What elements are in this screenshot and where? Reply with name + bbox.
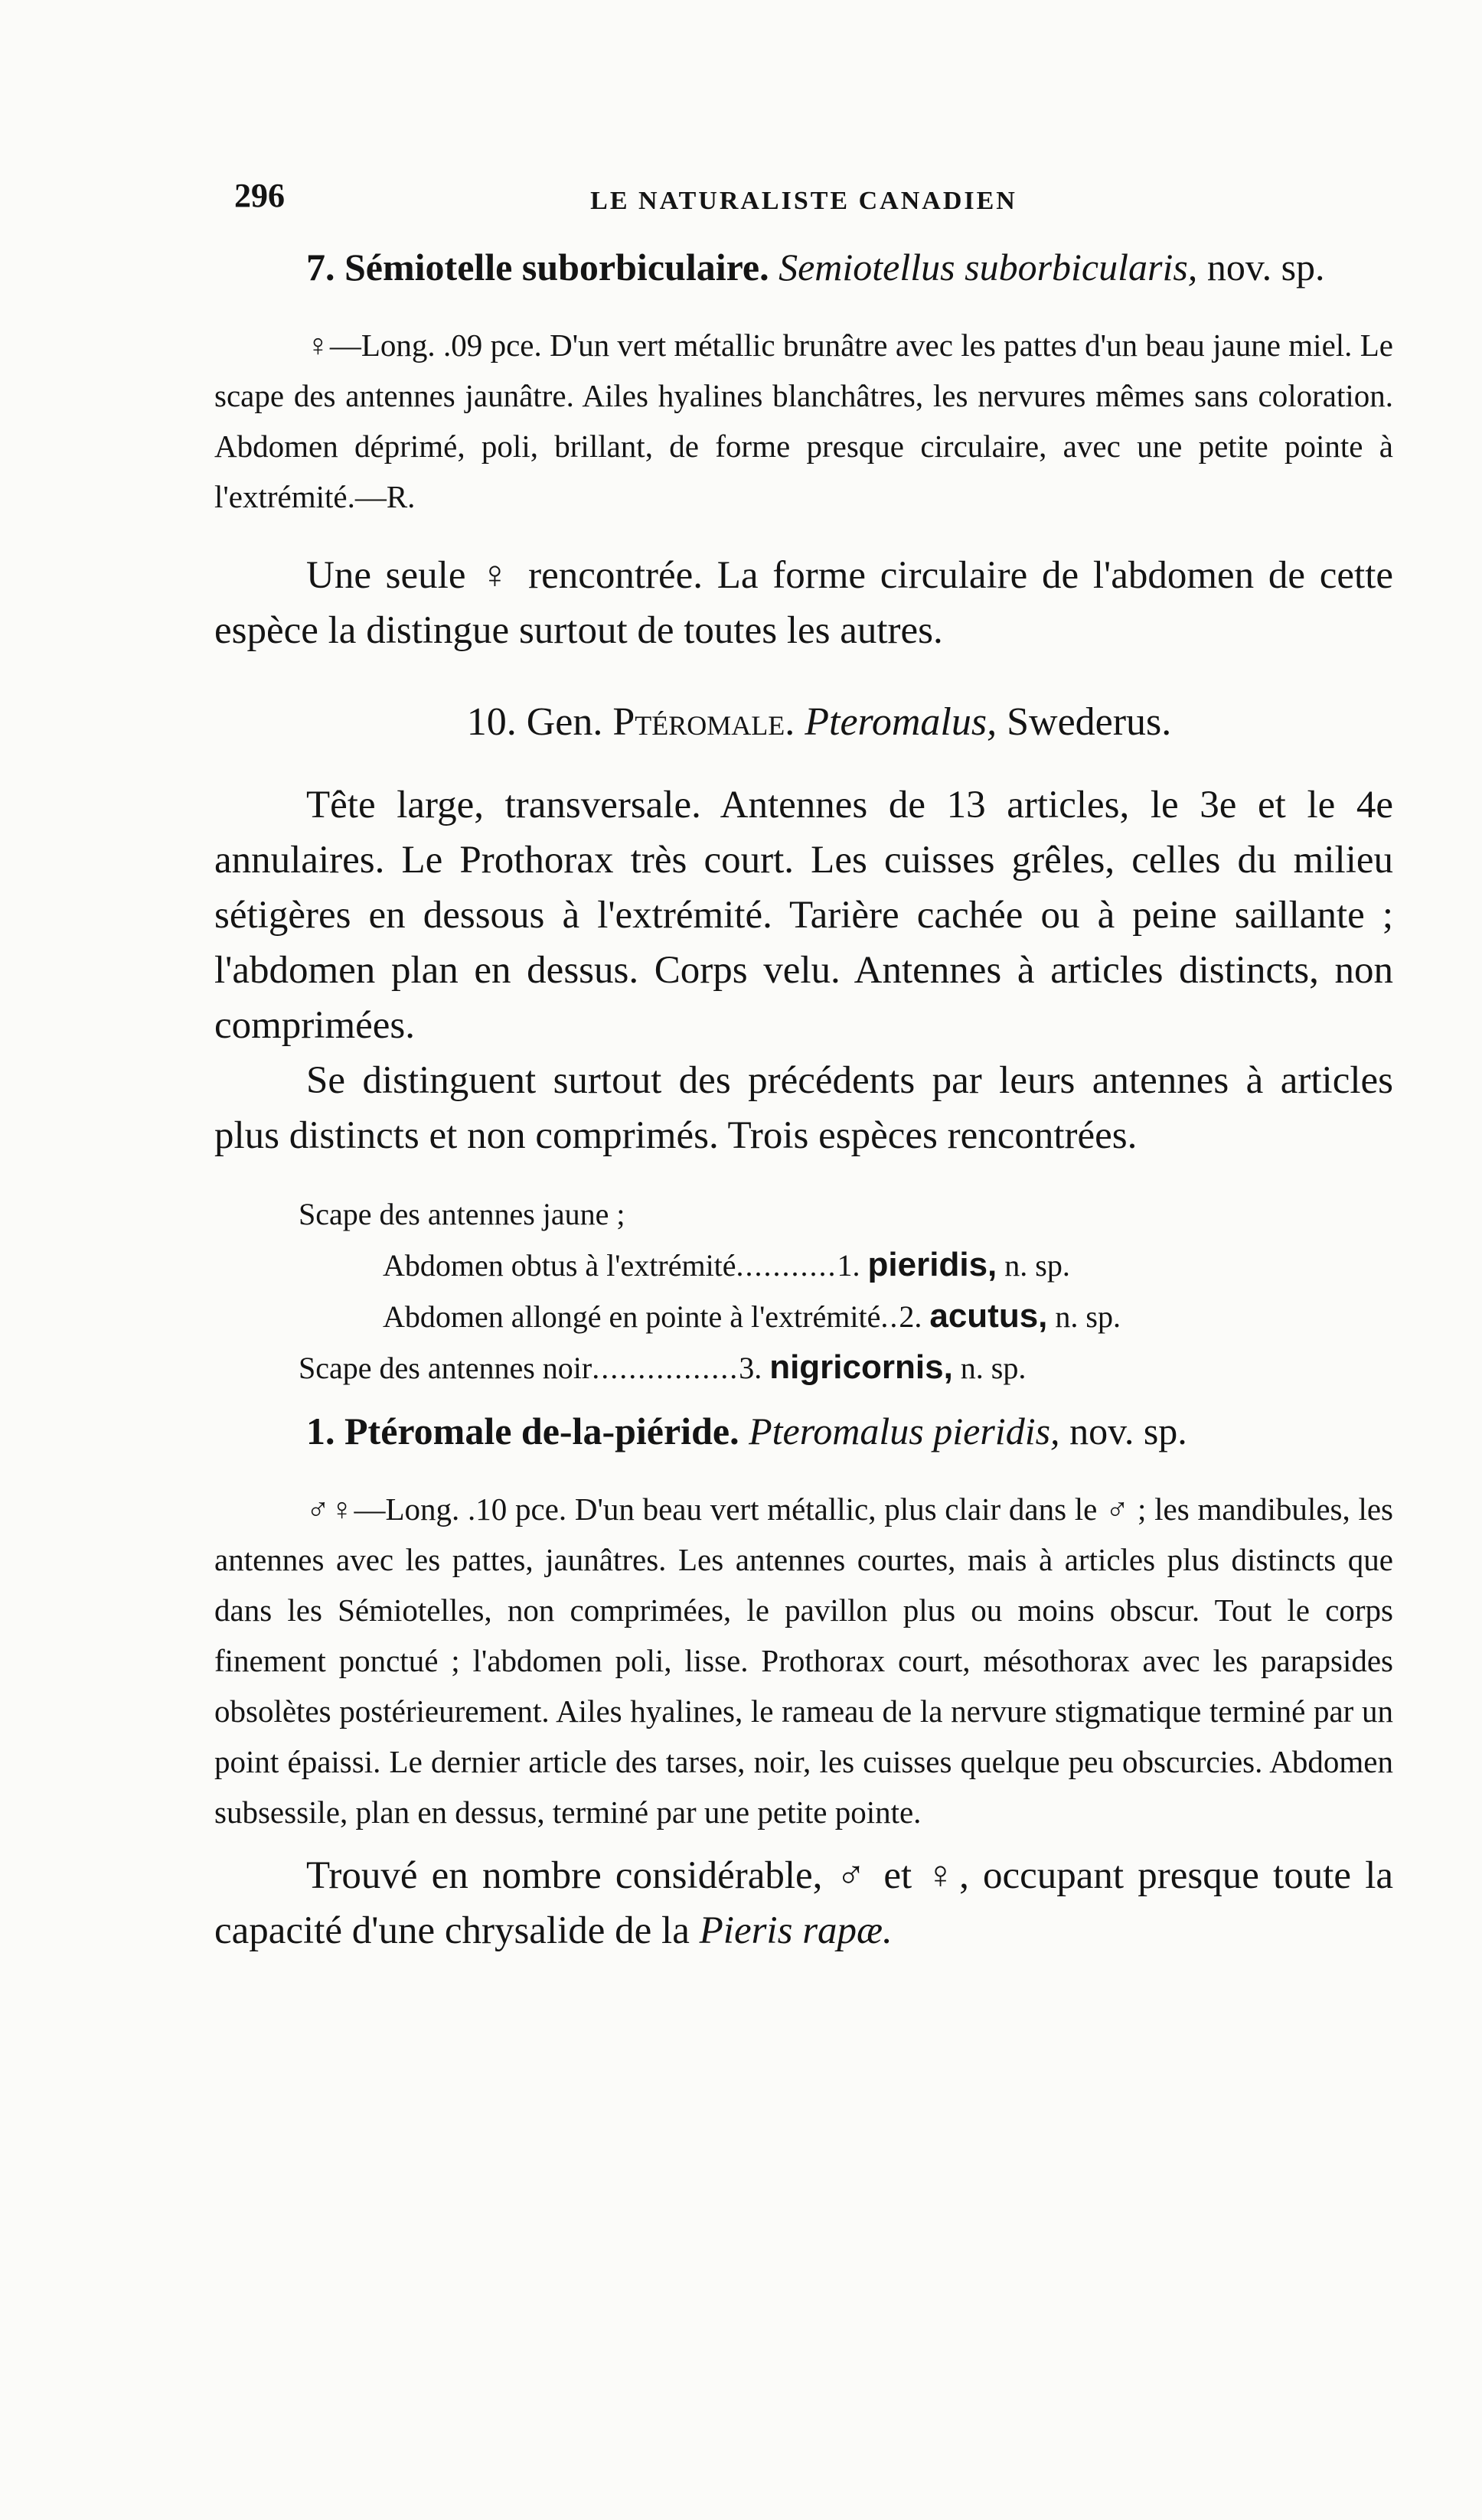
species-7-name-lat: Semiotellus suborbicularis, <box>779 246 1198 289</box>
key-line-3 <box>214 1291 1393 1342</box>
species-7-heading <box>214 240 1393 294</box>
species-1-name-lat: Pteromalus pieridis, <box>749 1410 1060 1452</box>
species-7-remark: Une seule ♀ rencontrée. La forme circulaire de l'abdomen de cette espèce la distingue surtout de toutes les autres. <box>214 554 1393 652</box>
species-1-remark-text: Trouvé en nombre considérable, ♂ et ♀, occupant presque toute la capacité d'une chrysalide de la <box>214 1854 1393 1952</box>
species-1-remark <box>214 1848 1393 1958</box>
key-line-3-name: acutus, <box>929 1297 1048 1335</box>
genus-distinction: Se distinguent surtout des précédents par leurs antennes à articles plus distincts et non comprimés. Trois espèces rencontrées. <box>214 1059 1393 1157</box>
species-key <box>214 1189 1393 1394</box>
key-line-2-number: 1. <box>837 1248 860 1283</box>
key-line-2-sp: n. sp. <box>1004 1248 1070 1283</box>
genus-10-name-lat: Pteromalus, <box>805 700 997 744</box>
species-1-status: nov. sp. <box>1069 1410 1187 1452</box>
genus-10-heading <box>245 695 1393 750</box>
key-line-2 <box>214 1240 1393 1291</box>
genus-10-author: Swederus. <box>1007 700 1172 744</box>
species-1-number: 1. <box>306 1410 335 1452</box>
key-line-4-number: 3. <box>739 1351 762 1385</box>
page-number: 296 <box>234 177 285 214</box>
key-line-4-dots: ................ <box>592 1351 739 1385</box>
species-7-status: nov. sp. <box>1206 246 1325 289</box>
species-1-heading <box>214 1404 1393 1458</box>
genus-10-number: 10. Gen. <box>466 700 603 744</box>
page <box>214 176 1393 1958</box>
key-line-3-dots: .. <box>880 1299 899 1334</box>
page-header <box>214 176 1393 230</box>
key-line-4 <box>214 1342 1393 1394</box>
genus-10-name-fr: Ptéromale. <box>612 700 795 744</box>
key-line-2-name: pieridis, <box>867 1246 997 1283</box>
species-1-remark-host: Pieris rapæ. <box>699 1909 893 1952</box>
species-1-name-fr: Ptéromale de-la-piéride. <box>344 1410 739 1452</box>
species-1-description: ♂♀—Long. .10 pce. D'un beau vert métallic, plus clair dans le ♂ ; les mandibules, les antennes avec les pattes, jaunâtres. Les antennes courtes, mais à articles plus distincts que dans les Sémiotelles, non comprimées, le pavillon plus ou moins obscur. Tout le corps finement ponctué ; l'abdomen poli, lisse. Prothorax court, mésothorax avec les parapsides obsolètes postérieurement. Ailes hyalines, le rameau de la nervure stigmatique terminé par un point épaissi. Le dernier article des tarses, noir, les cuisses quelque peu obscurcies. Abdomen subsessile, plan en dessus, terminé par une petite pointe. <box>214 1491 1393 1830</box>
key-line-4-name: nigricornis, <box>769 1348 953 1386</box>
species-7-number: 7. <box>306 246 335 289</box>
species-7-description: ♀—Long. .09 pce. D'un vert métallic brunâtre avec les pattes d'un beau jaune miel. Le scape des antennes jaunâtre. Ailes hyalines blanchâtres, les nervures mêmes sans coloration. Abdomen déprimé, poli, brillant, de forme presque circulaire, avec une petite pointe à l'extrémité.—R. <box>214 328 1393 514</box>
running-title: LE NATURALISTE CANADIEN <box>590 187 1017 215</box>
key-line-4-text: Scape des antennes noir <box>299 1351 592 1385</box>
key-line-2-text: Abdomen obtus à l'extrémité <box>383 1248 736 1283</box>
key-line-3-sp: n. sp. <box>1055 1299 1121 1334</box>
key-line-3-number: 2. <box>899 1299 922 1334</box>
key-line-1: Scape des antennes jaune ; <box>299 1197 625 1231</box>
key-line-4-sp: n. sp. <box>960 1351 1027 1385</box>
genus-description: Tête large, transversale. Antennes de 13 articles, le 3e et le 4e annulaires. Le Prothorax très court. Les cuisses grêles, celles du milieu sétigères en dessous à l'extrémité. Tarière cachée ou à peine saillante ; l'abdomen plan en dessus. Corps velu. Antennes à articles distincts, non comprimées. <box>214 784 1393 1047</box>
key-line-3-text: Abdomen allongé en pointe à l'extrémité <box>383 1299 881 1334</box>
species-7-name-fr: Sémiotelle suborbiculaire. <box>344 246 769 289</box>
key-line-2-dots: ........... <box>736 1248 837 1283</box>
